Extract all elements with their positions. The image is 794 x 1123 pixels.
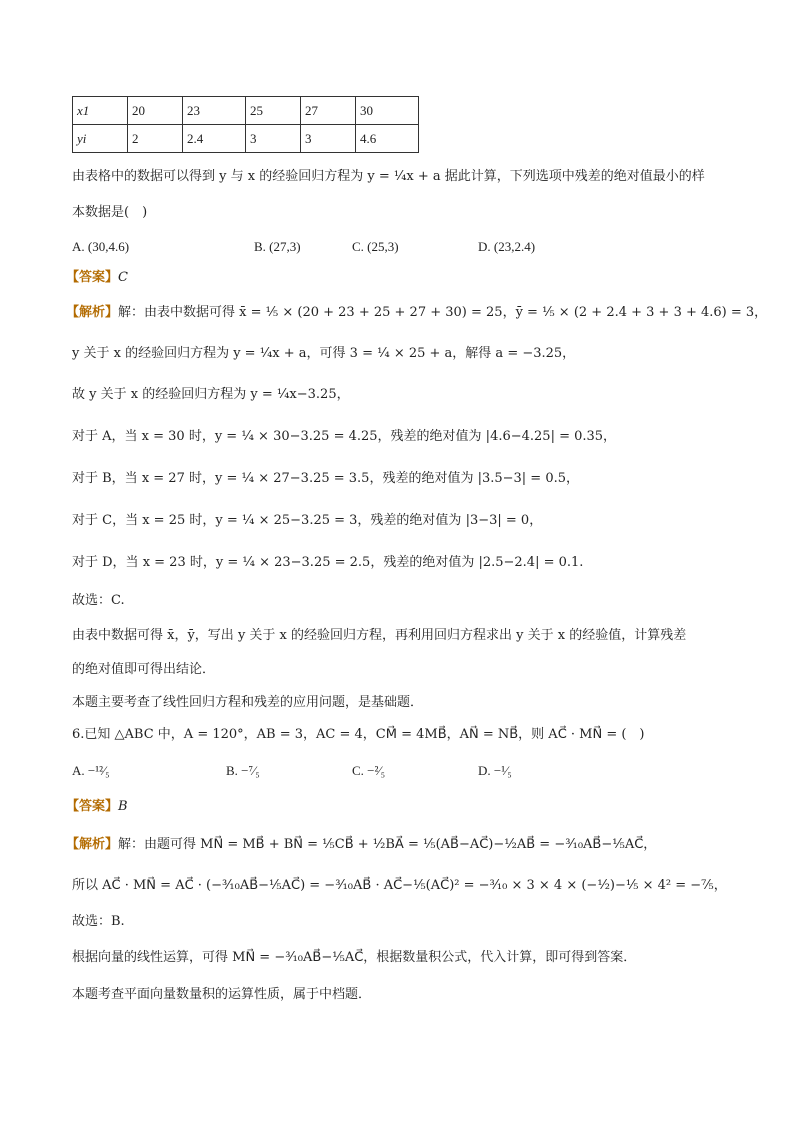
answer-line	[66, 798, 128, 816]
question-stem: 6.已知 △ABC 中，A = 120°，AB = 3，AC = 4，CM⃗ = 4MB⃗，AN⃗ = NB⃗，则 AC⃗ · MN⃗ = ( )	[72, 727, 645, 742]
analysis-text: 对于 C，当 x = 25 时，y = ¹⁄₄ × 25−3.25 = 3，残差的绝对值为 |3−3| = 0，	[72, 513, 543, 528]
question-stem: 本数据是( )	[72, 205, 148, 220]
table-row	[73, 97, 419, 125]
table-row	[73, 125, 419, 153]
table-cell: 4.6	[356, 125, 419, 153]
table-cell: 3	[246, 125, 301, 153]
choice-a: A. −¹²⁄₅	[72, 763, 110, 778]
table-cell: 2	[128, 125, 183, 153]
analysis-text: 对于 B，当 x = 27 时，y = ¹⁄₄ × 27−3.25 = 3.5，残差的绝对值为 |3.5−3| = 0.5，	[72, 471, 580, 486]
data-table	[72, 96, 419, 153]
analysis-text: 故选：B.	[72, 914, 125, 929]
analysis-text: 对于 D，当 x = 23 时，y = ¹⁄₄ × 23−3.25 = 2.5，残差的绝对值为 |2.5−2.4| = 0.1.	[72, 555, 584, 570]
choice-c: C. −²⁄₅	[352, 763, 386, 778]
choice-d: D. (23,2.4)	[478, 239, 536, 254]
analysis-text: y 关于 x 的经验回归方程为 y = ¹⁄₄x + a，可得 3 = ¹⁄₄ × 25 + a，解得 a = −3.25，	[72, 346, 576, 361]
analysis-text: 所以 AC⃗ · MN⃗ = AC⃗ · (−³⁄₁₀AB⃗−¹⁄₅AC⃗) = −³⁄₁₀AB⃗ · AC⃗−¹⁄₅(AC⃗)² = −³⁄₁₀ × 3 × 4 × (−¹⁄₂)−¹⁄₅ × 4² = −⁷⁄₅，	[72, 878, 727, 893]
answer-label: 【答案】	[66, 799, 119, 814]
analysis-text: 本题主要考查了线性回归方程和残差的应用问题，是基础题．	[72, 695, 424, 710]
choice-c: C. (25,3)	[352, 239, 399, 254]
analysis-text: 本题考查平面向量数量积的运算性质，属于中档题．	[72, 987, 372, 1002]
analysis-text: 故 y 关于 x 的经验回归方程为 y = ¹⁄₄x−3.25，	[72, 387, 350, 402]
table-cell: 3	[301, 125, 356, 153]
analysis-text: 故选：C.	[72, 593, 125, 608]
analysis-text: 的绝对值即可得出结论．	[72, 662, 216, 677]
analysis-text: 根据向量的线性运算，可得 MN⃗ = −³⁄₁₀AB⃗−¹⁄₅AC⃗，根据数量积公式，代入计算，即可得到答案．	[72, 950, 637, 965]
analysis-text: 解：由题可得 MN⃗ = MB⃗ + BN⃗ = ¹⁄₅CB⃗ + ¹⁄₂BA⃗ = ¹⁄₅(AB⃗−AC⃗)−¹⁄₂AB⃗ = −³⁄₁₀AB⃗−¹⁄₅AC⃗，	[118, 837, 657, 852]
table-cell: 23	[183, 97, 246, 125]
choice-d: D. −¹⁄₅	[478, 763, 512, 778]
table-cell: 2.4	[183, 125, 246, 153]
table-cell: yi	[73, 125, 128, 153]
table-cell: 25	[246, 97, 301, 125]
choice-b: B. −⁷⁄₅	[226, 763, 260, 778]
answer-label: 【答案】	[66, 270, 119, 285]
answer-line	[66, 269, 128, 287]
answer-value: B	[118, 799, 128, 814]
choice-b: B. (27,3)	[254, 239, 301, 254]
analysis-text: 对于 A，当 x = 30 时，y = ¹⁄₄ × 30−3.25 = 4.25，残差的绝对值为 |4.6−4.25| = 0.35，	[72, 429, 617, 444]
analysis-label: 【解析】	[66, 305, 119, 320]
analysis-text: 解：由表中数据可得 x̄ = ¹⁄₅ × (20 + 23 + 25 + 27 + 30) = 25，ȳ = ¹⁄₅ × (2 + 2.4 + 3 + 3 + 4.6) = 3，	[118, 305, 768, 320]
choice-a: A. (30,4.6)	[72, 239, 130, 254]
analysis-line	[66, 304, 767, 322]
table-cell: x1	[73, 97, 128, 125]
answer-value: C	[118, 270, 128, 285]
analysis-text: 由表中数据可得 x̄，ȳ，写出 y 关于 x 的经验回归方程，再利用回归方程求出 y 关于 x 的经验值，计算残差	[72, 628, 687, 643]
analysis-label: 【解析】	[66, 837, 119, 852]
table-cell: 27	[301, 97, 356, 125]
table-cell: 20	[128, 97, 183, 125]
analysis-line	[66, 836, 656, 854]
question-stem: 由表格中的数据可以得到 y 与 x 的经验回归方程为 y = ¹⁄₄x + a 据此计算，下列选项中残差的绝对值最小的样	[72, 169, 705, 184]
table-cell: 30	[356, 97, 419, 125]
